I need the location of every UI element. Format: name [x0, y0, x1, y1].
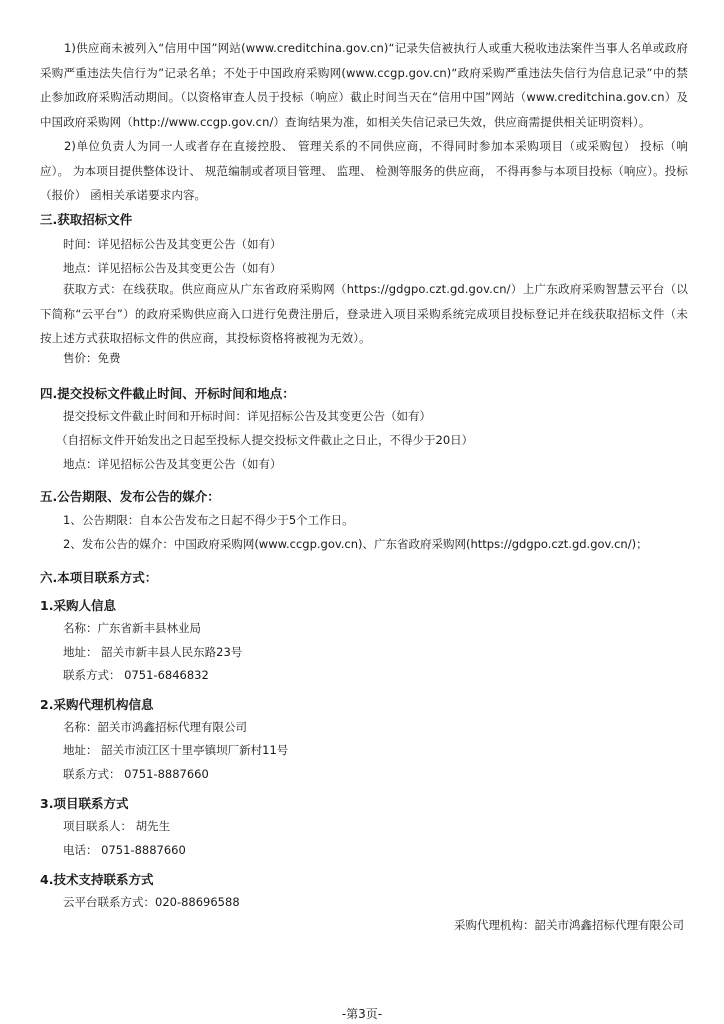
tech-support-heading: 4.技术支持联系方式 — [40, 872, 154, 887]
agency-contact: 联系方式： 0751-8887660 — [63, 767, 209, 781]
paragraph-credit-record: 1)供应商未被列入“信用中国”网站(www.creditchina.gov.cn)“记录失信被执行人或重大税收违法案件当事人名单或政府采购严重违法失信行为”记录名单；不处于中国政府采购网(www.ccgp.gov.cn)“政府采购严重违法失信行为信息记录”中的禁止参加政府采购活动期间。（以资格审查人员于投标（响应）截止时间当天在“信用中国”网站（www.creditchina.gov.cn）及中国政府采购网（http://www.ccgp.gov.cn/）查询结果为准，如相关失信记录已失效，供应商需提供相关证明资料）。 — [40, 41, 688, 129]
paragraph-conflict-of-interest: 2)单位负责人为同一人或者存在直接控股、 管理关系的不同供应商，不得同时参加本采购项目（或采购包） 投标（响应）。 为本项目提供整体设计、 规范编制或者项目管理、 监理、 检测等服务的供应商， 不得再参与本项目投标（响应）。投标（报价） 函相关承诺要求内容。 — [40, 139, 688, 202]
section-4-note: （自招标文件开始发出之日起至投标人提交投标文件截止之日止，不得少于20日） — [56, 433, 474, 447]
purchaser-heading: 1.采购人信息 — [40, 598, 116, 613]
section-4-heading: 四.提交投标文件截止时间、开标时间和地点： — [40, 386, 295, 401]
purchaser-contact: 联系方式： 0751-6846832 — [63, 668, 209, 682]
section-4-place: 地点：详见招标公告及其变更公告（如有） — [63, 457, 282, 471]
agency-signature: 采购代理机构：韶关市鸿鑫招标代理有限公司 — [454, 918, 684, 932]
section-3-heading: 三.获取招标文件 — [40, 212, 133, 227]
project-contact-phone: 电话： 0751-8887660 — [63, 843, 186, 857]
section-5-period: 1、公告期限：自本公告发布之日起不得少于5个工作日。 — [63, 513, 354, 527]
section-3-time: 时间：详见招标公告及其变更公告（如有） — [63, 237, 282, 251]
section-6-heading: 六.本项目联系方式： — [40, 570, 158, 585]
purchaser-address: 地址： 韶关市新丰县人民东路23号 — [63, 645, 243, 659]
section-4-deadline: 提交投标文件截止时间和开标时间：详见招标公告及其变更公告（如有） — [63, 409, 431, 423]
section-3-method: 获取方式：在线获取。供应商应从广东省政府采购网（https://gdgpo.czt.gd.gov.cn/）上广东政府采购智慧云平台（以下简称“云平台”）的政府采购供应商入口进行免费注册后，登录进入项目采购系统完成项目投标登记并在线获取招标文件（未按上述方式获取招标文件的供应商，其投标资格将被视为无效）。 — [40, 282, 688, 345]
section-5-heading: 五.公告期限、发布公告的媒介： — [40, 489, 220, 504]
page-number: -第3页- — [341, 1007, 383, 1021]
section-3-price: 售价：免费 — [63, 351, 121, 365]
purchaser-name: 名称：广东省新丰县林业局 — [63, 621, 201, 635]
tech-support-contact: 云平台联系方式：020-88696588 — [63, 895, 240, 909]
agency-heading: 2.采购代理机构信息 — [40, 697, 154, 712]
section-5-media: 2、发布公告的媒介：中国政府采购网(www.ccgp.gov.cn)、广东省政府采购网(https://gdgpo.czt.gd.gov.cn/)； — [63, 537, 648, 551]
agency-name: 名称：韶关市鸿鑫招标代理有限公司 — [63, 720, 247, 734]
agency-address: 地址： 韶关市浈江区十里亭镇坝厂新村11号 — [63, 743, 289, 757]
project-contact-heading: 3.项目联系方式 — [40, 796, 129, 811]
project-contact-person: 项目联系人： 胡先生 — [63, 819, 171, 833]
section-3-place: 地点：详见招标公告及其变更公告（如有） — [63, 261, 282, 275]
